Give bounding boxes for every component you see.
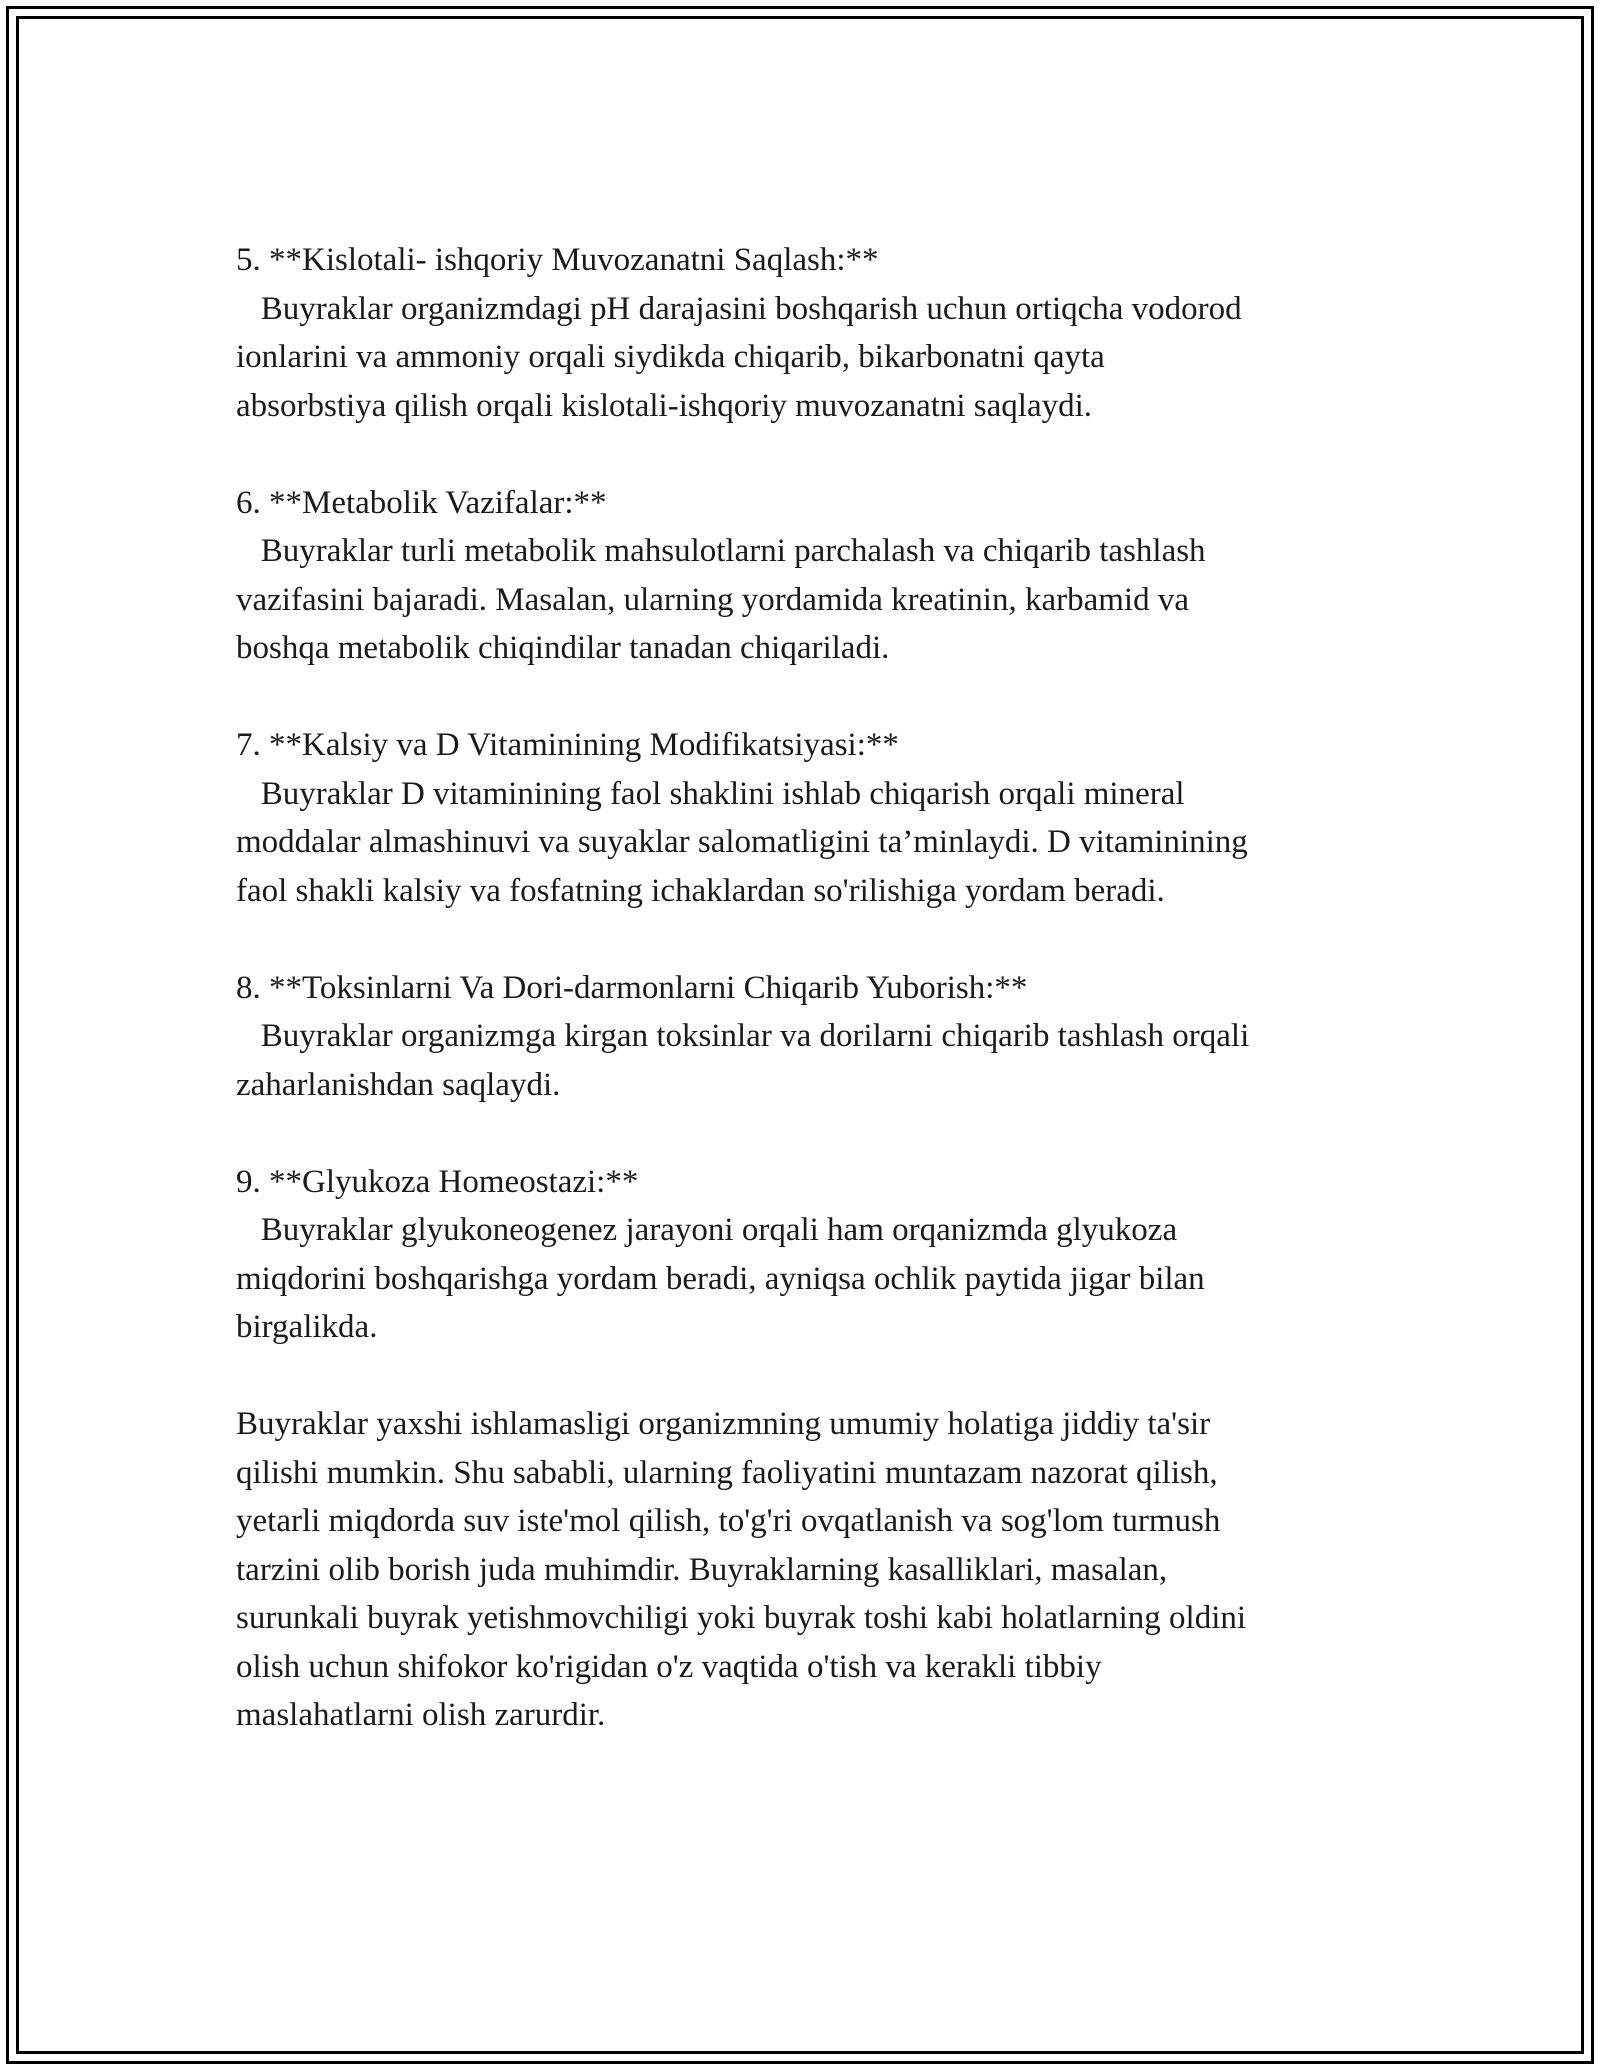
- section-metabolic-functions: [236, 479, 1386, 673]
- section-glucose-homeostasis: [236, 1158, 1386, 1352]
- conclusion-paragraph: Buyraklar yaxshi ishlamasligi organizmning umumiy holatiga jiddiy ta'sir qilishi mumkin. Shu sababli, ularning faoliyatini muntazam nazorat qilish, yetarli miqdorda suv iste'mol qilish, to'g'ri ovqatlanish va sog'lom turmush tarzini olib borish juda muhimdir. Buyraklarning kasalliklari, masalan, surunkali buyrak yetishmovchiligi yoki buyrak toshi kabi holatlarning oldini olish uchun shifokor ko'rigidan o'z vaqtida o'tish va kerakli tibbiy maslahatlarni olish zarurdir.: [236, 1406, 1247, 1733]
- section-body: Buyraklar turli metabolik mahsulotlarni parchalash va chiqarib tashlash vazifasini bajaradi. Masalan, ularning yordamida kreatinin, karbamid va boshqa metabolik chiqindilar tanadan chiqariladi.: [236, 533, 1206, 666]
- section-body: Buyraklar D vitaminining faol shaklini ishlab chiqarish orqali mineral moddalar almashinuvi va suyaklar salomatligini ta’minlaydi. D vitaminining faol shakli kalsiy va fosfatning ichaklardan so'rilishiga yordam beradi.: [236, 775, 1248, 909]
- section-calcium-vitamin-d: [236, 721, 1386, 915]
- section-body: Buyraklar organizmga kirgan toksinlar va dorilarni chiqarib tashlash orqali zaharlanishdan saqlaydi.: [236, 1018, 1250, 1103]
- section-toxin-removal: [236, 964, 1386, 1110]
- section-heading: 7. **Kalsiy va D Vitaminining Modifikatsiyasi:**: [236, 727, 899, 763]
- section-heading: 8. **Toksinlarni Va Dori-darmonlarni Chiqarib Yuborish:**: [236, 969, 1028, 1006]
- section-acid-base-balance: [236, 236, 1386, 430]
- section-heading: 5. **Kislotali- ishqoriy Muvozanatni Saqlash:**: [236, 242, 879, 278]
- section-body: Buyraklar glyukoneogenez jarayoni orqali ham orqanizmda glyukoza miqdorini boshqarishga yordam beradi, ayniqsa ochlik paytida jigar bilan birgalikda.: [236, 1212, 1205, 1345]
- section-body: Buyraklar organizmdagi pH darajasini boshqarish uchun ortiqcha vodorod ionlarini va ammoniy orqali siydikda chiqarib, bikarbonatni qayta absorbstiya qilish orqali kislotali-ishqoriy muvozanatni saqlaydi.: [236, 290, 1242, 424]
- page-content: [236, 236, 1386, 1740]
- section-heading: 9. **Glyukoza Homeostazi:**: [236, 1163, 639, 1200]
- section-heading: 6. **Metabolik Vazifalar:**: [236, 484, 607, 521]
